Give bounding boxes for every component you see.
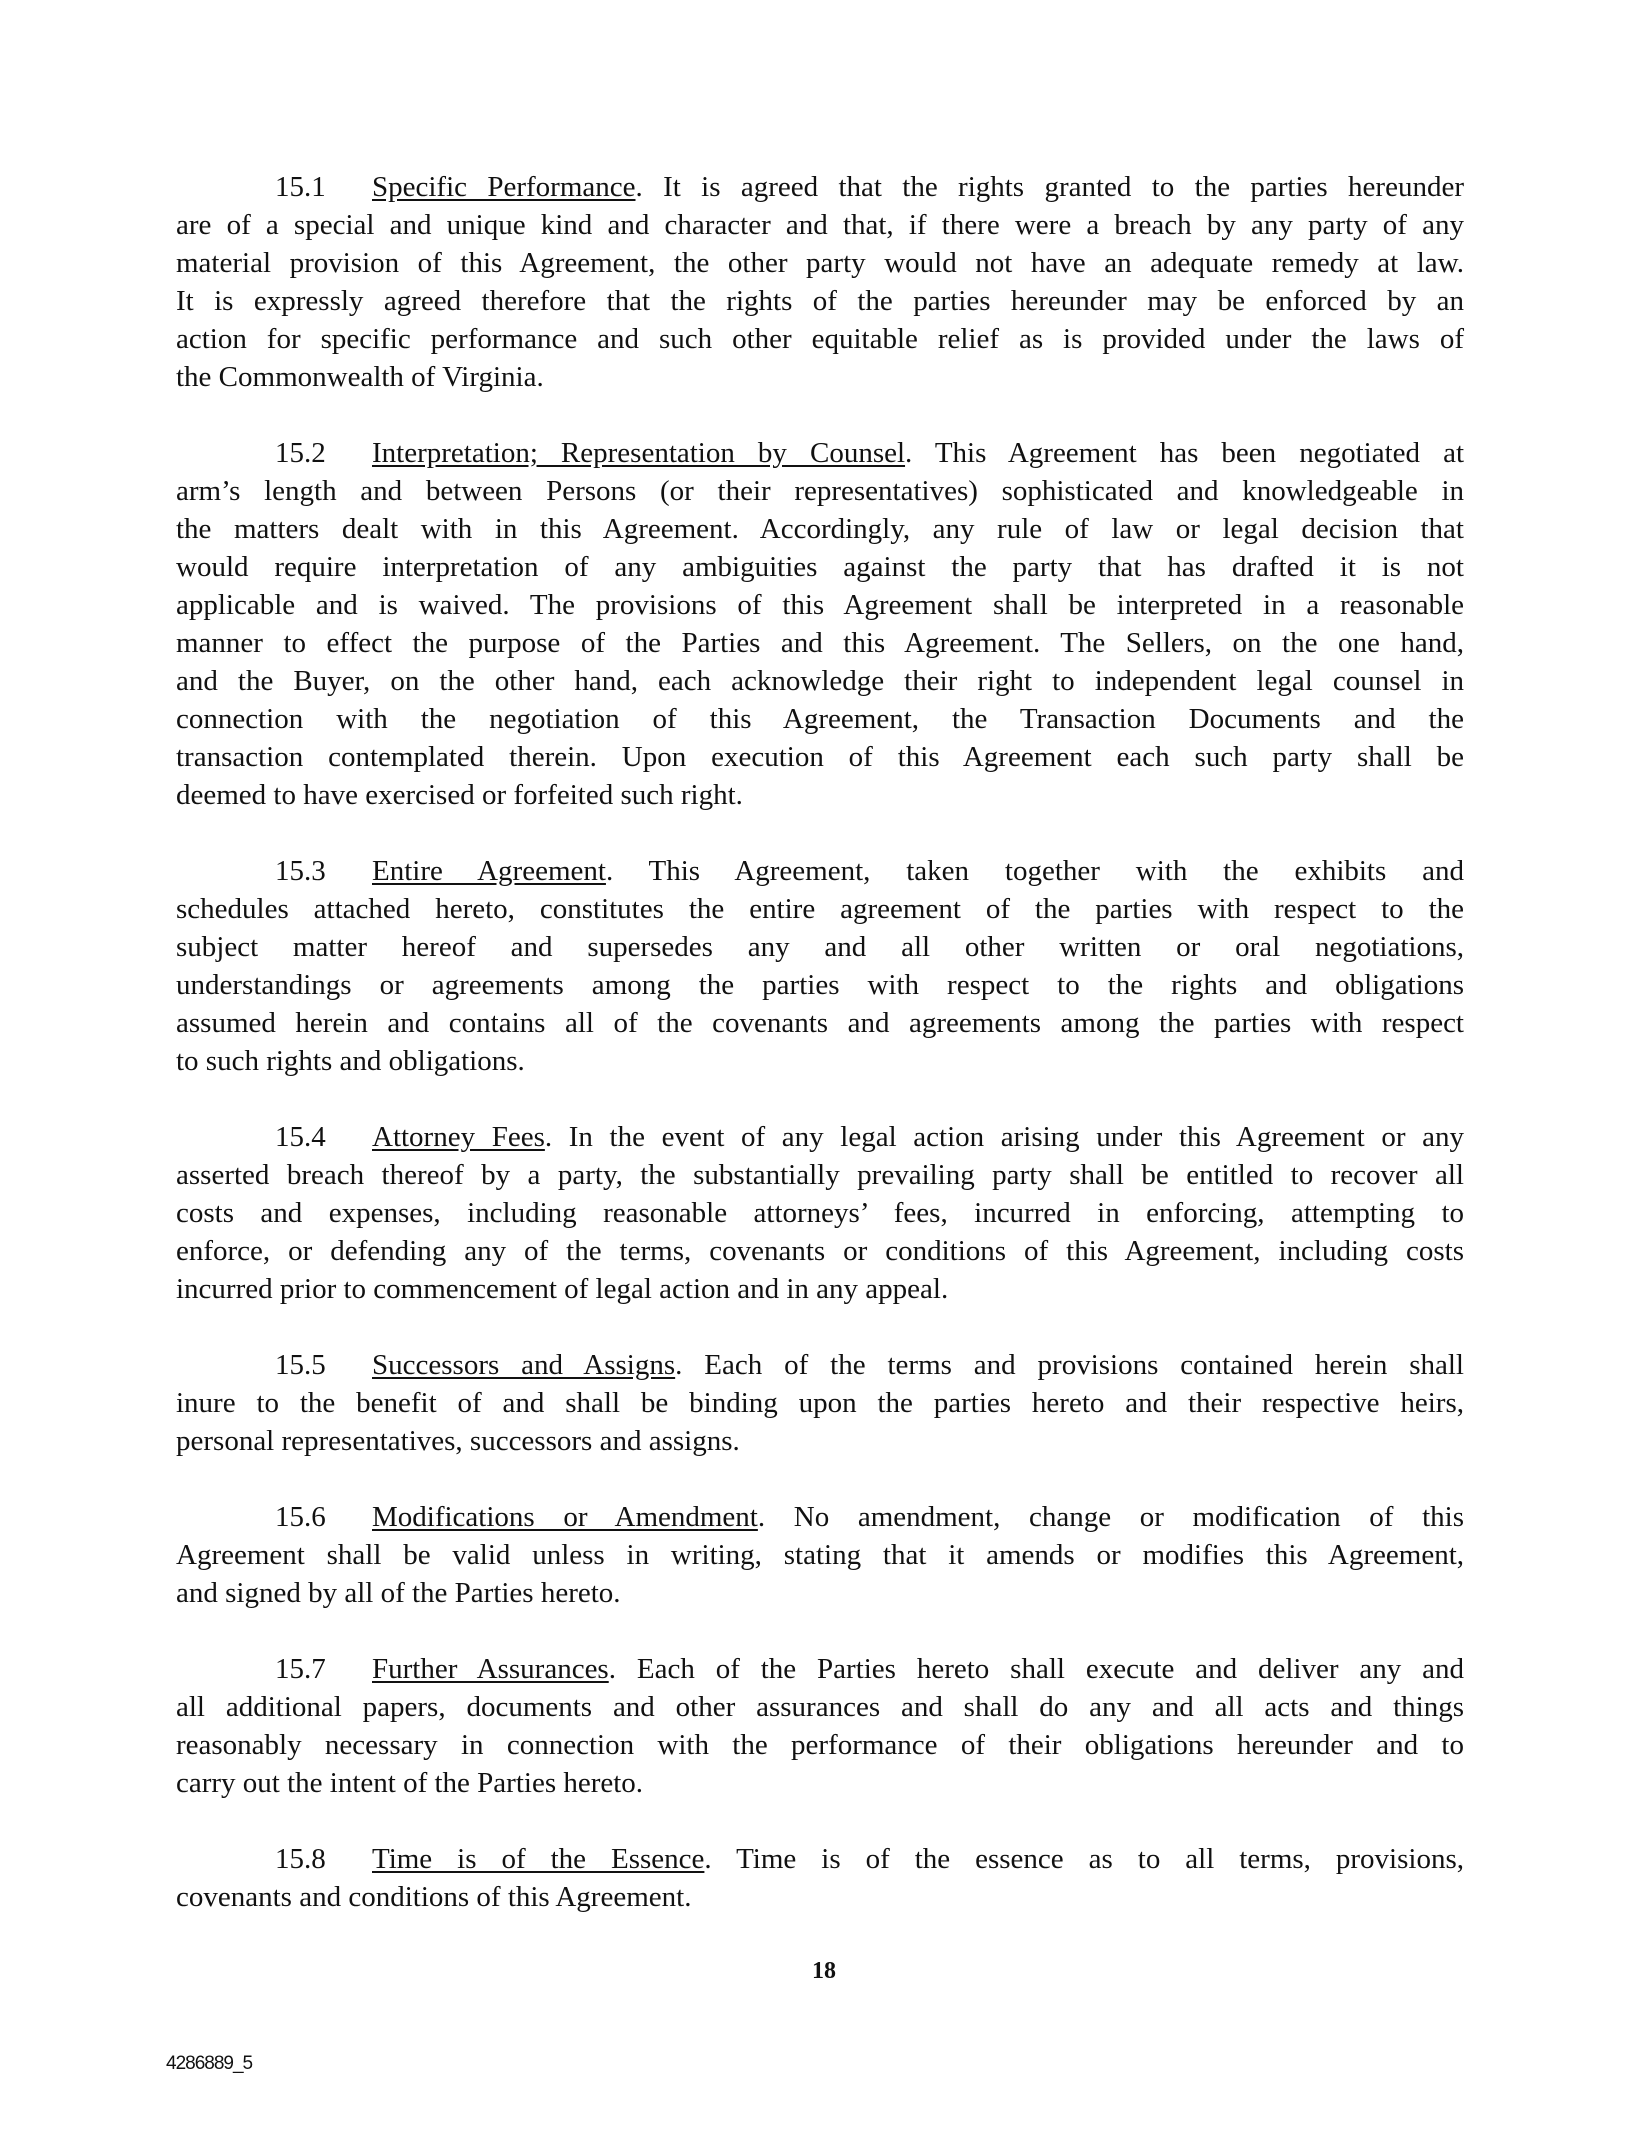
section-text-line: would require interpretation of any ambiguities against the party that has drafted it is not [176, 551, 1464, 583]
section-text-line: transaction contemplated therein. Upon execution of this Agreement each such party shall be [176, 741, 1464, 773]
section-text-line: covenants and conditions of this Agreement. [176, 1881, 692, 1913]
section-text-line: reasonably necessary in connection with the performance of their obligations hereunder and to [176, 1729, 1464, 1761]
section-text-line: deemed to have exercised or forfeited such right. [176, 779, 743, 811]
section-text-line: costs and expenses, including reasonable attorneys’ fees, incurred in enforcing, attempting to [176, 1197, 1464, 1229]
section-text-line: It is expressly agreed therefore that the rights of the parties hereunder may be enforced by an [176, 285, 1464, 317]
section-first-line [176, 1346, 1464, 1384]
section-text-line: incurred prior to commencement of legal action and in any appeal. [176, 1273, 949, 1305]
section-text-line: and the Buyer, on the other hand, each acknowledge their right to independent legal counsel in [176, 665, 1464, 697]
section-text: . In the event of any legal action arising under this Agreement or any [544, 1121, 1464, 1153]
section-15-4 [176, 1118, 1464, 1308]
section-text-line: connection with the negotiation of this Agreement, the Transaction Documents and the [176, 703, 1464, 735]
section-15-2 [176, 434, 1464, 814]
section-heading: Time is of the Essence [372, 1843, 705, 1875]
section-text: . Each of the Parties hereto shall execute and deliver any and [608, 1653, 1465, 1685]
section-heading: Attorney Fees [372, 1121, 545, 1153]
section-first-line [176, 852, 1464, 890]
section-heading: Successors and Assigns [372, 1349, 676, 1381]
section-text-line: to such rights and obligations. [176, 1045, 525, 1077]
section-text-line: are of a special and unique kind and character and that, if there were a breach by any party of any [176, 209, 1464, 241]
section-text-line: subject matter hereof and supersedes any and all other written or oral negotiations, [176, 931, 1464, 963]
section-15-5 [176, 1346, 1464, 1460]
section-number: 15.1 [275, 171, 326, 203]
section-text-line: enforce, or defending any of the terms, covenants or conditions of this Agreement, including costs [176, 1235, 1464, 1267]
section-number: 15.2 [275, 437, 326, 469]
section-text-line: arm’s length and between Persons (or their representatives) sophisticated and knowledgeable in [176, 475, 1464, 507]
section-first-line [176, 434, 1464, 472]
section-text: . It is agreed that the rights granted to the parties hereunder [635, 171, 1464, 203]
section-number: 15.7 [275, 1653, 326, 1685]
section-heading: Further Assurances [372, 1653, 609, 1685]
section-first-line [176, 1118, 1464, 1156]
section-text: . No amendment, change or modification of this [757, 1501, 1464, 1533]
section-15-3 [176, 852, 1464, 1080]
section-text-line: applicable and is waived. The provisions of this Agreement shall be interpreted in a reasonable [176, 589, 1464, 621]
section-text-line: material provision of this Agreement, the other party would not have an adequate remedy at law. [176, 247, 1464, 279]
section-number: 15.5 [275, 1349, 326, 1381]
section-text-line: all additional papers, documents and other assurances and shall do any and all acts and things [176, 1691, 1464, 1723]
section-15-7 [176, 1650, 1464, 1802]
page-number: 18 [812, 1958, 836, 1984]
section-number: 15.3 [275, 855, 326, 887]
section-text-line: understandings or agreements among the parties with respect to the rights and obligations [176, 969, 1464, 1001]
document-body [176, 168, 1464, 1954]
section-15-1 [176, 168, 1464, 396]
section-heading: Entire Agreement [372, 855, 606, 887]
section-number: 15.6 [275, 1501, 326, 1533]
section-text-line: schedules attached hereto, constitutes the entire agreement of the parties with respect to the [176, 893, 1464, 925]
section-first-line [176, 168, 1464, 206]
section-text-line: manner to effect the purpose of the Parties and this Agreement. The Sellers, on the one hand, [176, 627, 1464, 659]
section-number: 15.4 [275, 1121, 326, 1153]
section-text-line: the Commonwealth of Virginia. [176, 361, 544, 393]
section-text-line: action for specific performance and such other equitable relief as is provided under the laws of [176, 323, 1464, 355]
section-text-line: asserted breach thereof by a party, the substantially prevailing party shall be entitled to recover all [176, 1159, 1464, 1191]
document-id: 4286889_5 [166, 2053, 253, 2074]
section-text: . This Agreement has been negotiated at [905, 437, 1464, 469]
section-heading: Specific Performance [372, 171, 636, 203]
section-text-line: inure to the benefit of and shall be binding upon the parties hereto and their respective heirs, [176, 1387, 1464, 1419]
section-text-line: the matters dealt with in this Agreement. Accordingly, any rule of law or legal decision that [176, 513, 1464, 545]
section-first-line [176, 1650, 1464, 1688]
section-text: . This Agreement, taken together with the exhibits and [605, 855, 1464, 887]
section-text: . Each of the terms and provisions contained herein shall [675, 1349, 1464, 1381]
section-15-8 [176, 1840, 1464, 1916]
section-heading: Interpretation; Representation by Counsel [372, 437, 906, 469]
section-text-line: assumed herein and contains all of the covenants and agreements among the parties with respect [176, 1007, 1464, 1039]
section-text: . Time is of the essence as to all terms, provisions, [704, 1843, 1464, 1875]
section-text-line: personal representatives, successors and assigns. [176, 1425, 740, 1457]
section-first-line [176, 1840, 1464, 1878]
section-text-line: and signed by all of the Parties hereto. [176, 1577, 621, 1609]
section-heading: Modifications or Amendment [372, 1501, 758, 1533]
section-text-line: carry out the intent of the Parties hereto. [176, 1767, 644, 1799]
section-first-line [176, 1498, 1464, 1536]
section-number: 15.8 [275, 1843, 326, 1875]
section-text-line: Agreement shall be valid unless in writing, stating that it amends or modifies this Agreement, [176, 1539, 1464, 1571]
section-15-6 [176, 1498, 1464, 1612]
